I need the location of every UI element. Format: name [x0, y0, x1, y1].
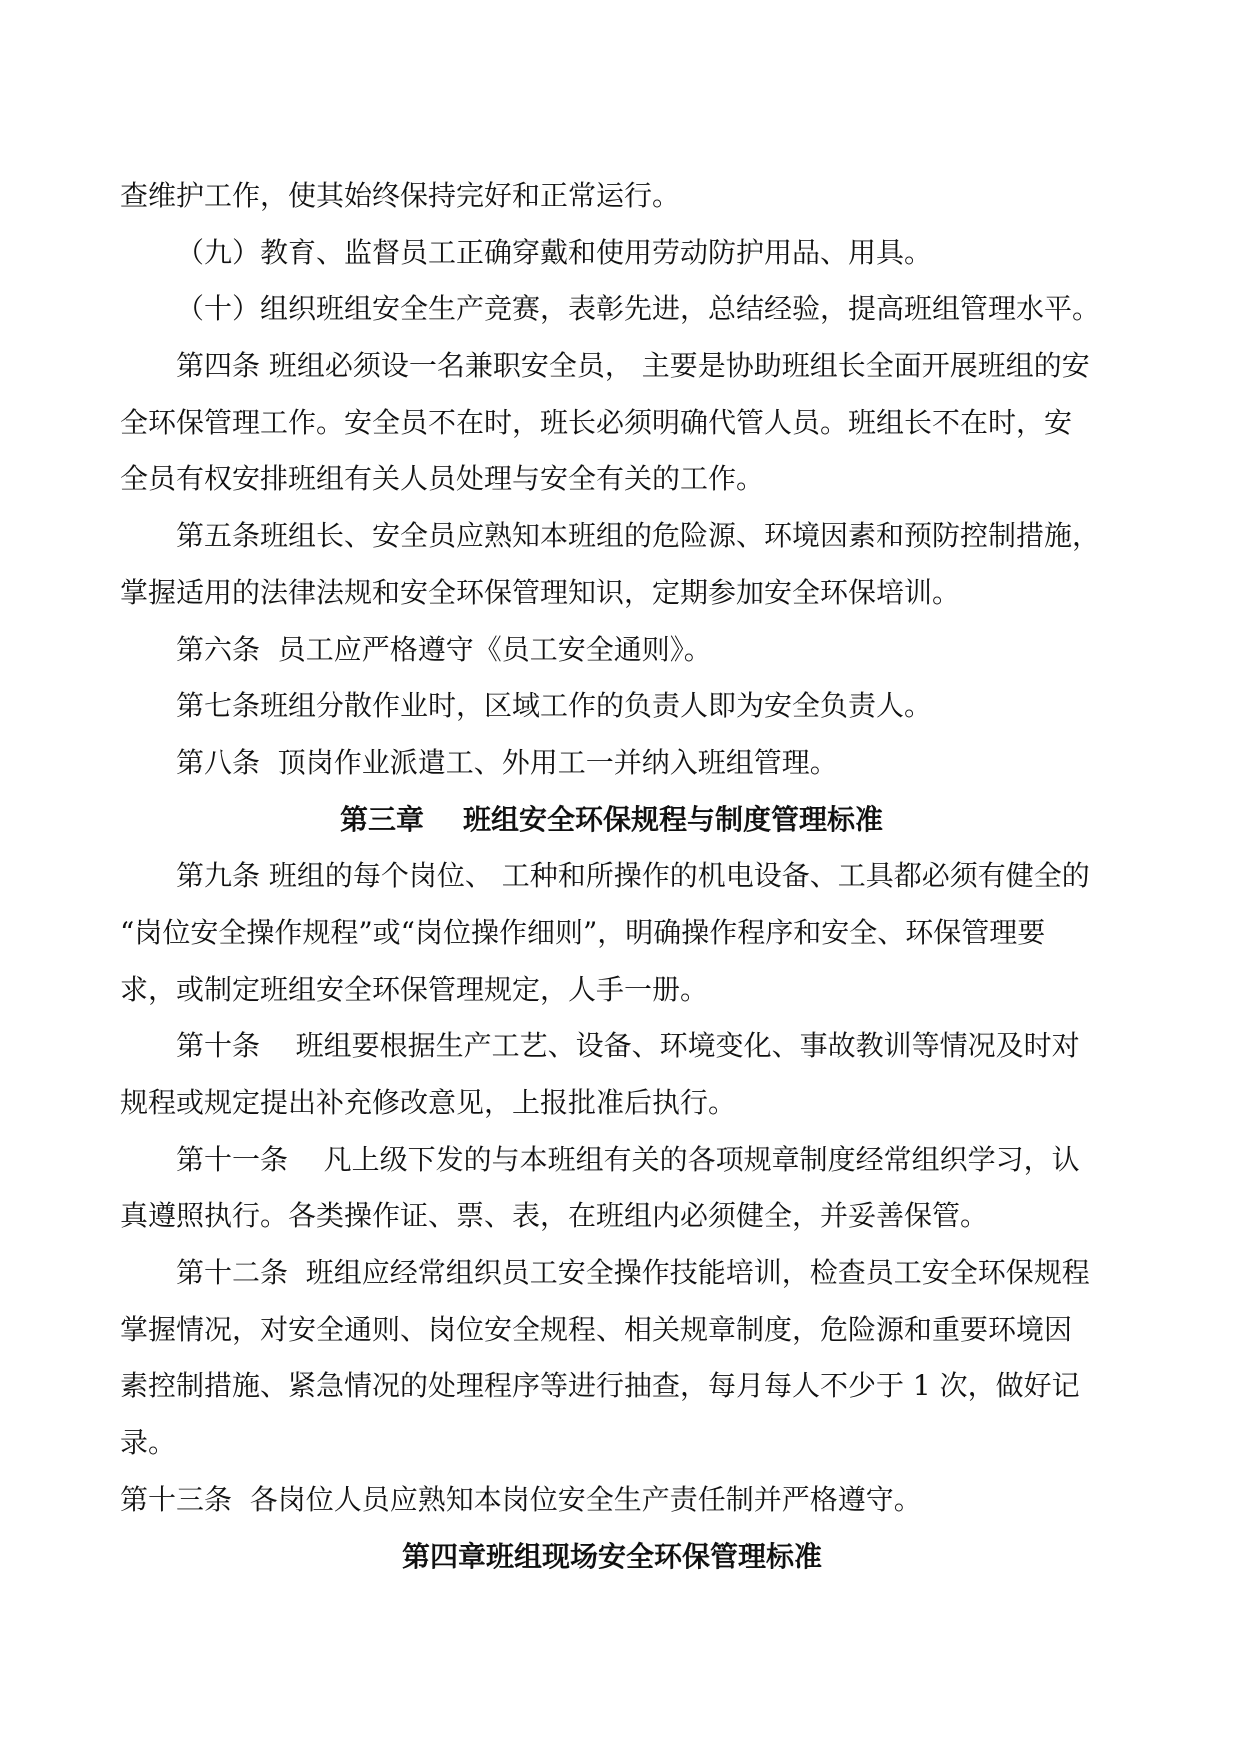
paragraph-line: 求，或制定班组安全环保管理规定，人手一册。 — [120, 972, 709, 1006]
paragraph-line: 素控制措施、紧急情况的处理程序等进行抽查，每月每人不少于 1 次，做好记 — [120, 1369, 1080, 1403]
paragraph-line: 查维护工作，使其始终保持完好和正常运行。 — [120, 179, 681, 212]
document-body — [120, 168, 1120, 1585]
paragraph-line: 掌握适用的法律法规和安全环保管理知识，定期参加安全环保培训。 — [120, 575, 961, 609]
paragraph-line: （九）教育、监督员工正确穿戴和使用劳动防护用品、用具。 — [176, 235, 933, 269]
paragraph-line: 全环保管理工作。安全员不在时，班长必须明确代管人员。班组长不在时，安 — [120, 405, 1073, 439]
paragraph-line: （十）组织班组安全生产竞赛，表彰先进，总结经验，提高班组管理水平。 — [176, 292, 1101, 326]
paragraph-line: 第十二条 班组应经常组织员工安全操作技能培训，检查员工安全环保规程 — [176, 1256, 1090, 1290]
chapter-heading: 第四章班组现场安全环保管理标准 — [402, 1539, 823, 1573]
paragraph-line: 第六条 员工应严格遵守《员工安全通则》。 — [176, 632, 712, 666]
paragraph-line: 第十三条 各岗位人员应熟知本岗位安全生产责任制并严格遵守。 — [120, 1482, 922, 1516]
paragraph-line: 第十条 班组要根据生产工艺、设备、环境变化、事故教训等情况及时对 — [176, 1029, 1080, 1063]
paragraph-line: 第七条班组分散作业时，区域工作的负责人即为安全负责人。 — [176, 689, 933, 723]
paragraph-line: 第四条 班组必须设一名兼职安全员， 主要是协助班组长全面开展班组的安 — [176, 349, 1090, 383]
paragraph-line: 真遵照执行。各类操作证、票、表，在班组内必须健全，并妥善保管。 — [120, 1199, 989, 1233]
paragraph-line: 第九条 班组的每个岗位、 工种和所操作的机电设备、工具都必须有健全的 — [176, 859, 1090, 893]
paragraph-line: 规程或规定提出补充修改意见，上报批准后执行。 — [120, 1086, 737, 1119]
paragraph-line: “岗位安全操作规程”或“岗位操作细则”，明确操作程序和安全、环保管理要 — [120, 915, 1046, 949]
paragraph-line: 第八条 顶岗作业派遣工、外用工一并纳入班组管理。 — [176, 745, 838, 779]
paragraph-line: 第十一条 凡上级下发的与本班组有关的各项规章制度经常组织学习，认 — [176, 1142, 1080, 1176]
chapter-heading: 第三章 班组安全环保规程与制度管理标准 — [340, 802, 883, 836]
paragraph-line: 录。 — [120, 1426, 177, 1460]
paragraph-line: 第五条班组长、安全员应熟知本班组的危险源、环境因素和预防控制措施， — [176, 519, 1101, 553]
paragraph-line: 全员有权安排班组有关人员处理与安全有关的工作。 — [120, 462, 765, 496]
paragraph-line: 掌握情况，对安全通则、岗位安全规程、相关规章制度，危险源和重要环境因 — [120, 1312, 1073, 1346]
